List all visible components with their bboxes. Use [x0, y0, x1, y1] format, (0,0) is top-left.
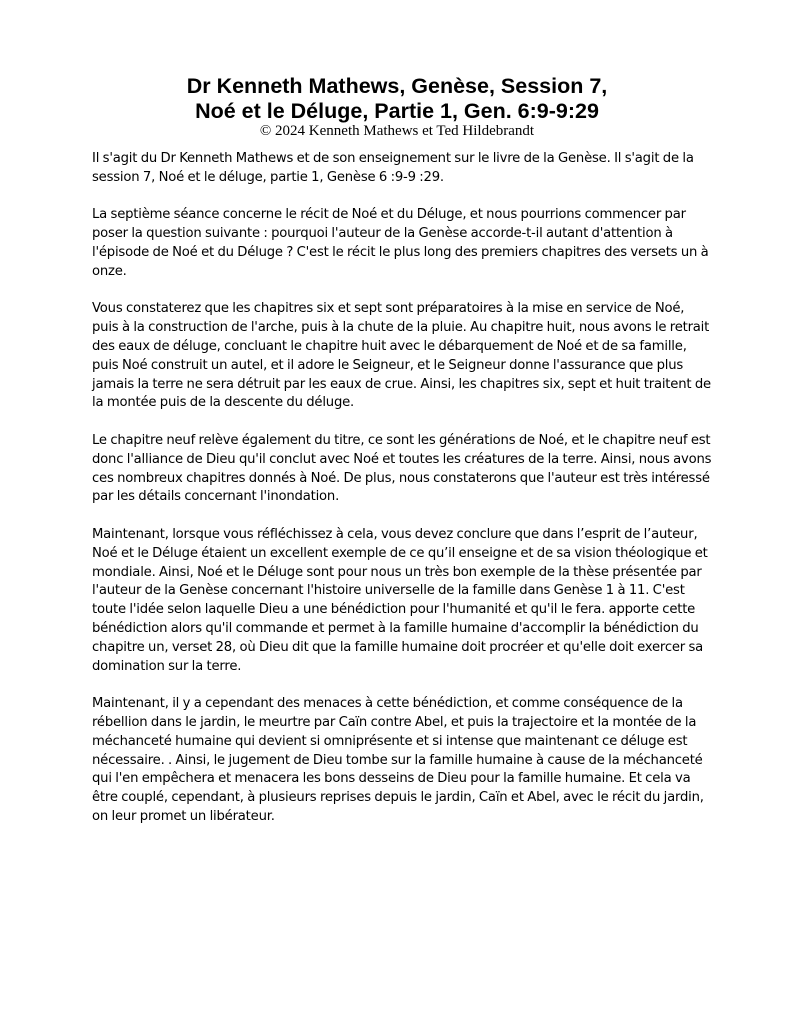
paragraph-4: Le chapitre neuf relève également du titre, ce sont les générations de Noé, et le chapitre neuf est donc l'alliance de Dieu qu'il conclut avec Noé et toutes les créatures de la terre. Ainsi, nous avons ces nombreux chapitres donnés à Noé. De plus, nous constaterons que l'auteur est très intéressé par les détails concernant l'inondation.	[92, 432, 712, 505]
copyright-notice: © 2024 Kenneth Mathews et Ted Hildebrandt	[259, 123, 535, 139]
paragraph-6: Maintenant, il y a cependant des menaces à cette bénédiction, et comme conséquence de la rébellion dans le jardin, le meurtre par Caïn contre Abel, et puis la trajectoire et la montée de la méchanceté humaine qui devient si omniprésente et si intense que maintenant ce déluge est nécessaire. . Ainsi, le jugement de Dieu tombe sur la famille humaine à cause de la méchanceté qui l'en empêchera et menacera les bons desseins de Dieu pour la famille humaine. Et cela va être couplé, cependant, à plusieurs reprises depuis le jardin, Caïn et Abel, avec le récit du jardin, on leur promet un libérateur.	[92, 696, 704, 824]
document-body	[92, 150, 714, 845]
paragraph-2: La septième séance concerne le récit de Noé et du Déluge, et nous pourrions commencer par poser la question suivante : pourquoi l'auteur de la Genèse accorde-t-il autant d'attention à l'épisode de Noé et du Déluge ? C'est le récit le plus long des premiers chapitres des versets un à onze.	[92, 207, 709, 279]
document-title-line-1: Dr Kenneth Mathews, Genèse, Session 7,	[186, 74, 608, 98]
document-title-line-2: Noé et le Déluge, Partie 1, Gen. 6:9-9:29	[195, 99, 599, 123]
paragraph-3: Vous constaterez que les chapitres six et sept sont préparatoires à la mise en service de Noé, puis à la construction de l'arche, puis à la chute de la pluie. Au chapitre huit, nous avons le retrait des eaux de déluge, concluant le chapitre huit avec le débarquement de Noé et de sa famille, puis Noé construit un autel, et il adore le Seigneur, et le Seigneur donne l'assurance que plus jamais la terre ne sera détruit par les eaux de crue. Ainsi, les chapitres six, sept et huit traitent de la montée puis de la descente du déluge.	[92, 301, 711, 411]
paragraph-5: Maintenant, lorsque vous réfléchissez à cela, vous devez conclure que dans l’esprit de l’auteur, Noé et le Déluge étaient un excellent exemple de ce qu’il enseigne et de sa vision théologique et mondiale. Ainsi, Noé et le Déluge sont pour nous un très bon exemple de la thèse présentée par l'auteur de la Genèse concernant l'histoire universelle de la famille dans Genèse 1 à 11. C'est toute l'idée selon laquelle Dieu a une bénédiction pour l'humanité et qu'il le fera. apporte cette bénédiction alors qu'il commande et permet à la famille humaine d'accomplir la bénédiction du chapitre un, verset 28, où Dieu dit que la famille humaine doit procréer et qu'elle doit exercer sa domination sur la terre.	[92, 526, 708, 674]
paragraph-1: Il s'agit du Dr Kenneth Mathews et de son enseignement sur le livre de la Genèse. Il s'agit de la session 7, Noé et le déluge, partie 1, Genèse 6 :9-9 :29.	[92, 151, 694, 185]
